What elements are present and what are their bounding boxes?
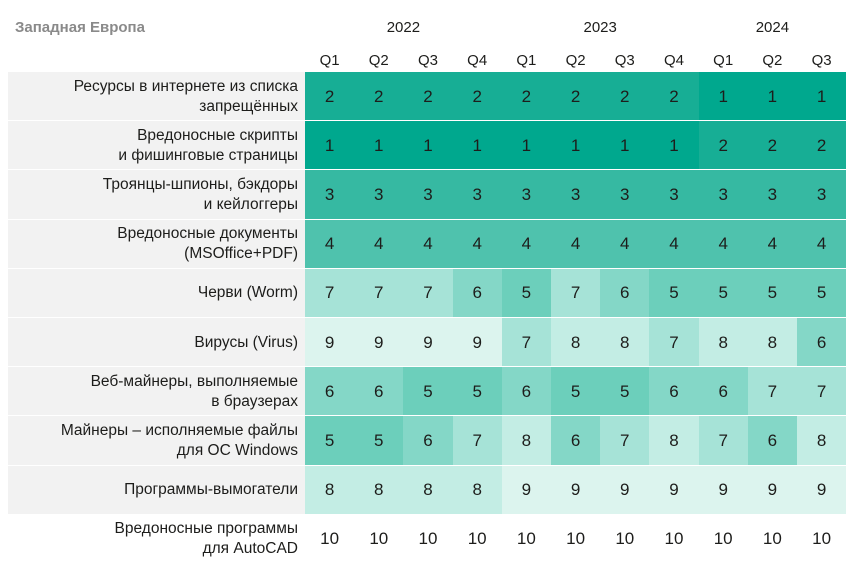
quarter-header: Q2 <box>762 52 783 69</box>
heatmap-cell: 10 <box>305 515 354 564</box>
heatmap-cell: 1 <box>354 121 403 170</box>
heatmap-cell: 1 <box>305 121 354 170</box>
heatmap-cell: 6 <box>748 416 797 465</box>
quarter-header: Q3 <box>811 52 832 69</box>
heatmap-cell: 7 <box>649 318 698 367</box>
heatmap-cell: 10 <box>649 515 698 564</box>
heatmap-cell: 2 <box>502 72 551 121</box>
heatmap-cell: 5 <box>649 269 698 318</box>
heatmap-cell: 5 <box>600 367 649 416</box>
heatmap-cell: 2 <box>453 72 502 121</box>
heatmap-cell: 3 <box>748 170 797 219</box>
heatmap-cell: 2 <box>354 72 403 121</box>
row-label: Веб-майнеры, выполняемые в браузерах <box>90 372 298 410</box>
year-header: 2023 <box>583 19 617 36</box>
heatmap-cell: 9 <box>305 318 354 367</box>
heatmap-cell: 2 <box>600 72 649 121</box>
heatmap-cell: 6 <box>305 367 354 416</box>
heatmap-cell: 2 <box>403 72 452 121</box>
heatmap-cell: 5 <box>551 367 600 416</box>
heatmap-cell: 4 <box>649 220 698 269</box>
heatmap-cell: 1 <box>797 72 846 121</box>
heatmap-cell: 9 <box>649 466 698 515</box>
heatmap-cell: 9 <box>551 466 600 515</box>
heatmap-cell: 4 <box>600 220 649 269</box>
heatmap-cell: 9 <box>502 466 551 515</box>
heatmap-cell: 5 <box>354 416 403 465</box>
heatmap-cell: 9 <box>403 318 452 367</box>
heatmap-cell: 5 <box>305 416 354 465</box>
heatmap-cell: 4 <box>403 220 452 269</box>
quarter-header: Q4 <box>467 52 488 69</box>
row-label: Троянцы-шпионы, бэкдоры и кейлоггеры <box>102 175 298 213</box>
heatmap-cell: 10 <box>600 515 649 564</box>
heatmap-cell: 9 <box>699 466 748 515</box>
heatmap-cell: 1 <box>403 121 452 170</box>
row-label: Вредоносные документы (MSOffice+PDF) <box>117 225 298 263</box>
heatmap-cell: 9 <box>797 466 846 515</box>
heatmap-cell: 10 <box>403 515 452 564</box>
row-label: Вредоносные программы для AutoCAD <box>114 520 298 558</box>
heatmap-cell: 4 <box>699 220 748 269</box>
heatmap-cell: 2 <box>797 121 846 170</box>
heatmap-cell: 2 <box>551 72 600 121</box>
heatmap-cell: 3 <box>354 170 403 219</box>
heatmap-cell: 3 <box>600 170 649 219</box>
quarter-header: Q2 <box>565 52 586 69</box>
heatmap-cell: 10 <box>551 515 600 564</box>
heatmap-cell: 8 <box>354 466 403 515</box>
heatmap-cell: 10 <box>453 515 502 564</box>
heatmap-cell: 1 <box>748 72 797 121</box>
heatmap-cell: 2 <box>748 121 797 170</box>
heatmap-cell: 3 <box>403 170 452 219</box>
heatmap-cell: 10 <box>748 515 797 564</box>
heatmap-cell: 8 <box>502 416 551 465</box>
heatmap-cell: 8 <box>748 318 797 367</box>
region-title: Западная Европа <box>15 19 145 36</box>
heatmap-cell: 10 <box>502 515 551 564</box>
heatmap-cell: 10 <box>699 515 748 564</box>
row-label: Майнеры – исполняемые файлы для ОС Windows <box>60 421 298 459</box>
heatmap-cell: 1 <box>551 121 600 170</box>
heatmap-cell: 9 <box>354 318 403 367</box>
heatmap-cell: 7 <box>748 367 797 416</box>
heatmap-cell: 8 <box>649 416 698 465</box>
row-label: Вирусы (Virus) <box>194 333 298 351</box>
heatmap-cell: 1 <box>699 72 748 121</box>
heatmap-cell: 5 <box>502 269 551 318</box>
heatmap-cell: 4 <box>502 220 551 269</box>
quarter-header: Q1 <box>319 52 340 69</box>
heatmap-cell: 3 <box>797 170 846 219</box>
heatmap-cell: 6 <box>649 367 698 416</box>
row-label: Программы-вымогатели <box>124 481 298 499</box>
row-label: Ресурсы в интернете из списка запрещённых <box>73 77 298 115</box>
row-label: Черви (Worm) <box>197 284 298 302</box>
heatmap-cell: 4 <box>551 220 600 269</box>
heatmap-cell: 6 <box>699 367 748 416</box>
heatmap-cell: 4 <box>453 220 502 269</box>
quarter-header: Q2 <box>368 52 389 69</box>
heatmap-cell: 6 <box>502 367 551 416</box>
quarter-header: Q1 <box>516 52 537 69</box>
heatmap-cell: 6 <box>797 318 846 367</box>
heatmap-cell: 9 <box>600 466 649 515</box>
heatmap-cell: 5 <box>748 269 797 318</box>
heatmap-cell: 4 <box>748 220 797 269</box>
heatmap-cell: 1 <box>502 121 551 170</box>
heatmap-cell: 1 <box>600 121 649 170</box>
heatmap-cell: 7 <box>600 416 649 465</box>
heatmap-cell: 5 <box>453 367 502 416</box>
heatmap-cell: 6 <box>453 269 502 318</box>
heatmap-cell: 6 <box>354 367 403 416</box>
heatmap-cell: 8 <box>797 416 846 465</box>
heatmap-cell: 10 <box>797 515 846 564</box>
heatmap-cell: 5 <box>699 269 748 318</box>
row-separator <box>8 563 846 564</box>
heatmap-cell: 6 <box>600 269 649 318</box>
row-label: Вредоносные скрипты и фишинговые страницы <box>118 126 298 164</box>
heatmap-cell: 4 <box>305 220 354 269</box>
heatmap-cell: 7 <box>354 269 403 318</box>
heatmap-cell: 8 <box>403 466 452 515</box>
heatmap-cell: 1 <box>649 121 698 170</box>
heatmap-cell: 8 <box>551 318 600 367</box>
year-header: 2022 <box>386 19 421 36</box>
heatmap-cell: 4 <box>354 220 403 269</box>
heatmap-cell: 7 <box>403 269 452 318</box>
heatmap-cell: 2 <box>649 72 698 121</box>
heatmap-cell: 7 <box>551 269 600 318</box>
heatmap-cell: 1 <box>453 121 502 170</box>
heatmap-cell: 9 <box>453 318 502 367</box>
heatmap-cell: 2 <box>699 121 748 170</box>
quarter-header: Q3 <box>417 52 438 69</box>
heatmap-cell: 8 <box>600 318 649 367</box>
heatmap-cell: 3 <box>502 170 551 219</box>
quarter-header: Q4 <box>663 52 684 69</box>
heatmap-cell: 7 <box>453 416 502 465</box>
year-header: 2024 <box>755 19 790 36</box>
heatmap-cell: 4 <box>797 220 846 269</box>
heatmap-cell: 3 <box>453 170 502 219</box>
heatmap-cell: 3 <box>305 170 354 219</box>
heatmap-cell: 9 <box>748 466 797 515</box>
heatmap-cell: 3 <box>551 170 600 219</box>
heatmap-cell: 7 <box>797 367 846 416</box>
heatmap-cell: 2 <box>305 72 354 121</box>
heatmap-cell: 7 <box>502 318 551 367</box>
heatmap-cell: 7 <box>305 269 354 318</box>
heatmap-cell: 8 <box>699 318 748 367</box>
heatmap-cell: 10 <box>354 515 403 564</box>
heatmap-cell: 5 <box>797 269 846 318</box>
heatmap-cell: 3 <box>699 170 748 219</box>
quarter-header: Q1 <box>713 52 734 69</box>
heatmap-cell: 6 <box>403 416 452 465</box>
heatmap-cell: 8 <box>305 466 354 515</box>
heatmap-cell: 8 <box>453 466 502 515</box>
heatmap-cell: 3 <box>649 170 698 219</box>
heatmap-cell: 5 <box>403 367 452 416</box>
heatmap-cell: 7 <box>699 416 748 465</box>
quarter-header: Q3 <box>614 52 635 69</box>
heatmap-cell: 6 <box>551 416 600 465</box>
